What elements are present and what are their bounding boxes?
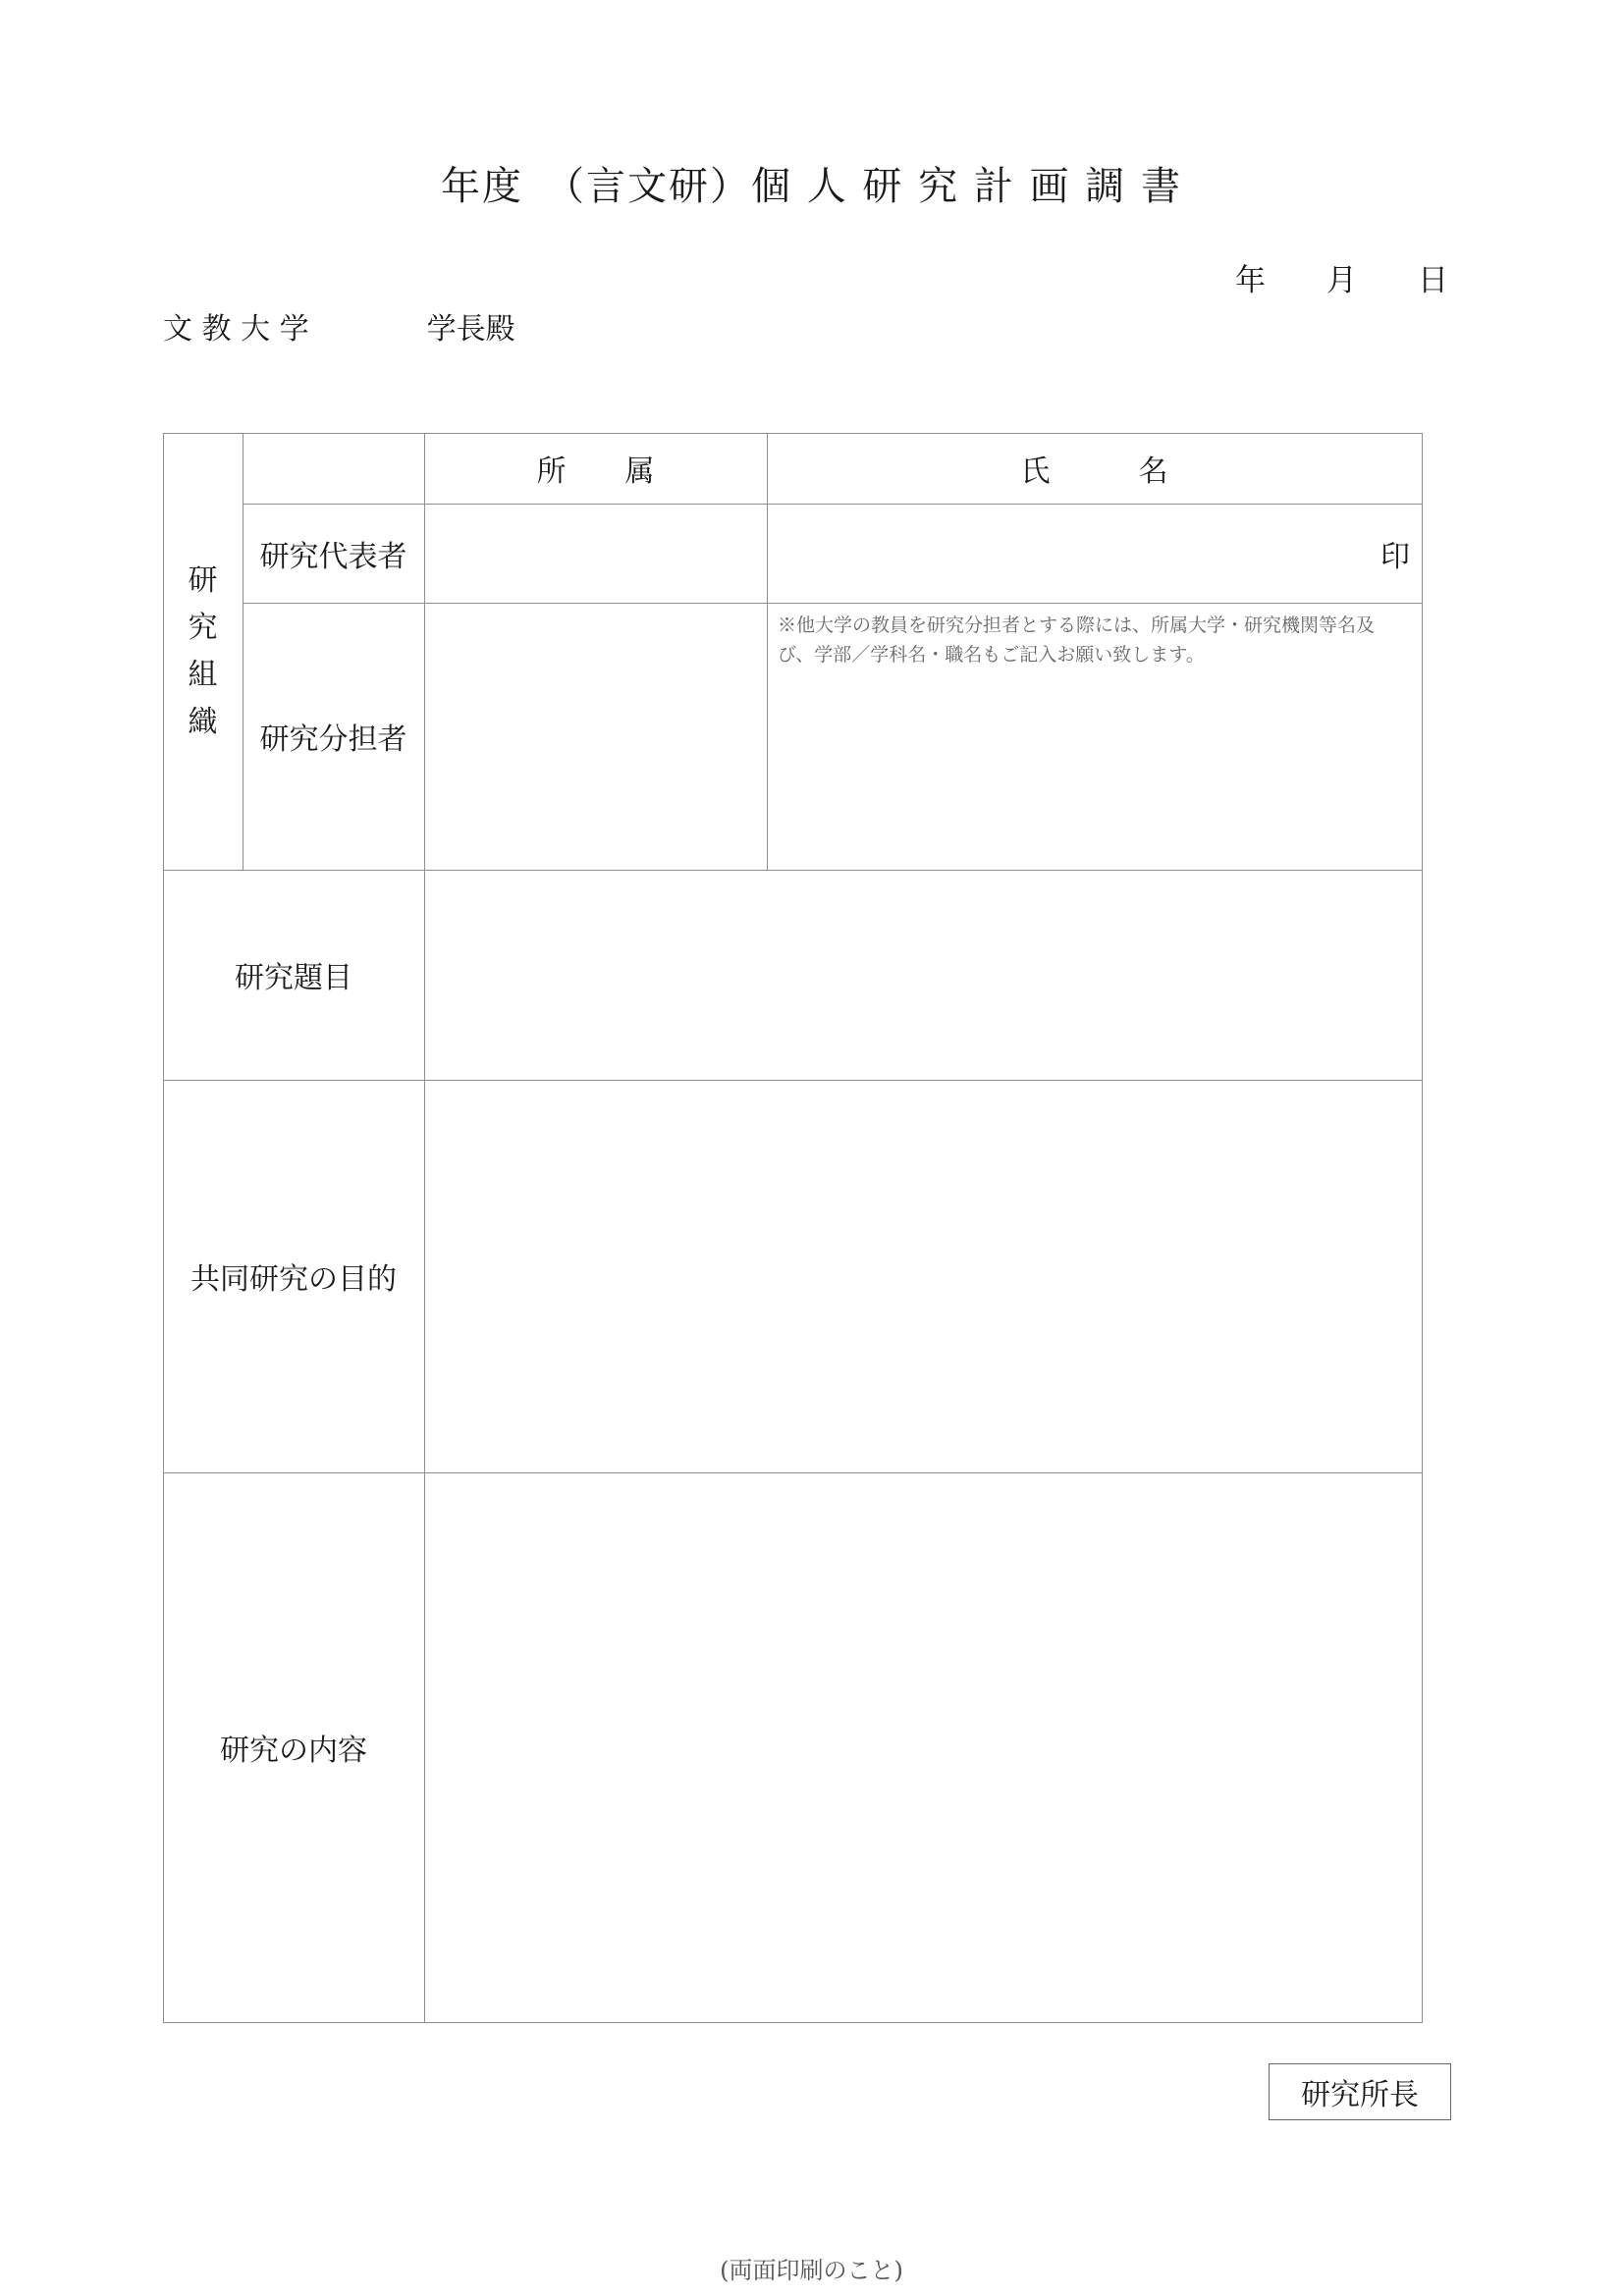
org-label-char: 織 bbox=[188, 704, 218, 739]
sharers-label: 研究分担者 bbox=[259, 722, 407, 757]
seal-mark: 印 bbox=[1380, 539, 1410, 574]
table-bottom-border bbox=[163, 2022, 1422, 2023]
name-column-header: 氏 名 bbox=[1020, 454, 1168, 489]
purpose-label: 共同研究の目的 bbox=[190, 1262, 397, 1297]
org-label-char: 究 bbox=[188, 610, 218, 645]
representative-label: 研究代表者 bbox=[259, 539, 407, 574]
content-field[interactable] bbox=[424, 1472, 1422, 2022]
date-line: 年 月 日 bbox=[1235, 263, 1448, 298]
purpose-field[interactable] bbox=[424, 1080, 1422, 1472]
research-organization-label bbox=[163, 433, 243, 870]
org-label-char: 研 bbox=[188, 562, 218, 598]
addressee-line: 文 教 大 学 学長殿 bbox=[163, 312, 515, 347]
research-title-label: 研究題目 bbox=[235, 961, 352, 995]
affiliation-column-header: 所 属 bbox=[536, 454, 655, 489]
representative-name-field[interactable] bbox=[767, 504, 1422, 603]
footer-note: (両面印刷のこと) bbox=[720, 2257, 903, 2284]
representative-affiliation-field[interactable] bbox=[424, 504, 767, 603]
research-title-field[interactable] bbox=[424, 870, 1422, 1080]
org-label-char: 組 bbox=[188, 657, 218, 692]
sharer-note: ※他大学の教員を研究分担者とする際には、所属大学・研究機関等名及び、学部／学科名・職名もご記入お願い致します。 bbox=[778, 614, 1376, 666]
sharers-affiliation-field[interactable] bbox=[424, 603, 767, 870]
content-label: 研究の内容 bbox=[220, 1734, 367, 1768]
director-stamp-box: 研究所長 bbox=[1269, 2063, 1451, 2120]
table-right-border bbox=[1422, 433, 1423, 2023]
document-title: 年度 （言文研）個 人 研 究 計 画 調 書 bbox=[440, 164, 1182, 209]
